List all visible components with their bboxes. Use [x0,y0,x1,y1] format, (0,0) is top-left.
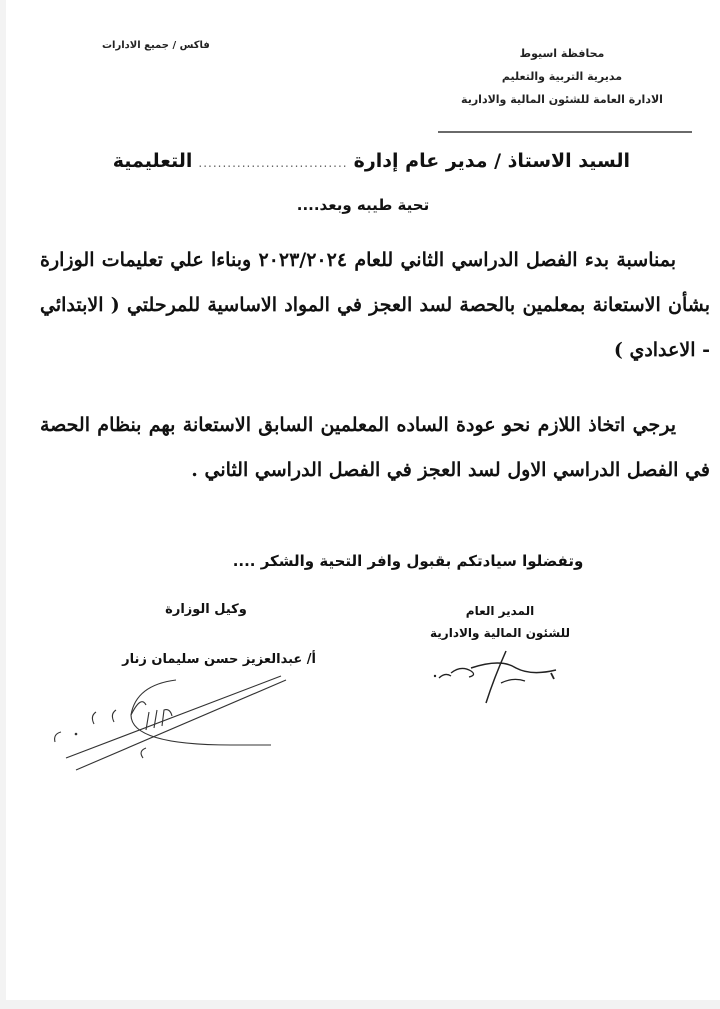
addressee-prefix: السيد الاستاذ / مدير عام إدارة [353,150,630,172]
addressee-blank: ............................... [198,156,348,170]
scan-edge-bottom [0,1000,720,1009]
letterhead-line-governorate: محافظة اسيوط [519,47,605,60]
letterhead-line-directorate: مديرية التربية والتعليم [501,70,623,83]
body-paragraph-2: يرجي اتخاذ اللازم نحو عودة الساده المعلمين السابق الاستعانة بهم بنظام الحصة في الفصل الدراسي الاول لسد العجز في الفصل الدراسي الثاني . [40,414,710,481]
greeting: تحية طيبه وبعد.... [296,196,430,214]
handwritten-signature-undersecretary [36,660,296,780]
signatory-title: المدير العام [465,604,535,618]
handwritten-signature-general-manager [431,648,581,708]
closing-line: وتفضلوا سيادتكم بقبول وافر التحية والشكر .... [232,552,584,570]
letterhead-line-department: الادارة العامة للشئون المالية والادارية [461,93,663,106]
signatory-name: أ/ عبدالعزيز حسن سليمان زنار [122,652,316,667]
signature-block-undersecretary-title: وكيل الوزارة [165,602,247,617]
letter-page [6,0,720,1000]
signature-block-general-manager [420,600,580,644]
addressee-suffix: التعليمية [112,150,193,172]
header-divider [438,131,692,133]
addressee-line [70,150,630,172]
letterhead-organization [442,42,682,111]
signatory-department: للشئون المالية والادارية [430,626,570,640]
body-paragraph-1: بمناسبة بدء الفصل الدراسي الثاني للعام ٢٠٢٣/٢٠٢٤ وبناءا علي تعليمات الوزارة بشأن الاستعانة بمعلمين بالحصة لسد العجز في المواد الاساسية للمرحلتي ( الابتدائي - الاعدادي ) [40,249,710,361]
distribution-note: فاكس / جميع الادارات [102,40,210,51]
